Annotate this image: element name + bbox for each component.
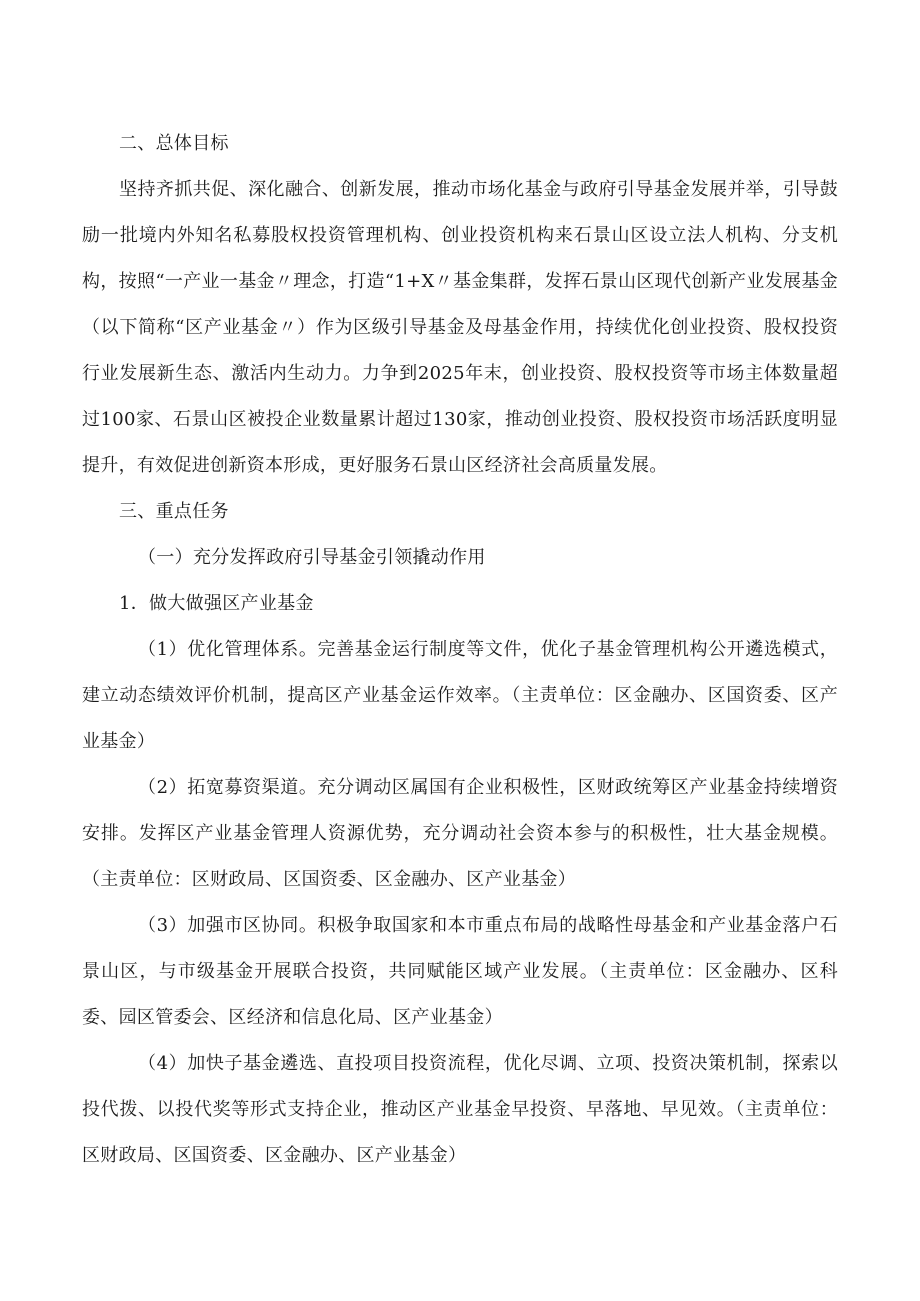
point-city-district-coordination: （3）加强市区协同。积极争取国家和本市重点布局的战略性母基金和产业基金落户石景山区，与市级基金开展联合投资，共同赋能区域产业发展。（主责单位：区金融办、区科委、园区管委会、区经济和信息化局、区产业基金） [82, 915, 838, 1028]
section-heading-key-tasks: 三、重点任务 [119, 501, 229, 522]
item-heading-district-fund: 1．做大做强区产业基金 [119, 593, 314, 614]
overall-goals-paragraph: 坚持齐抓共促、深化融合、创新发展，推动市场化基金与政府引导基金发展并举，引导鼓励一批境内外知名私募股权投资管理机构、创业投资机构来石景山区设立法人机构、分支机构，按照“一产业一基金〃理念，打造“1+X〃基金集群，发挥石景山区现代创新产业发展基金（以下简称“区产业基金〃）作为区级引导基金及母基金作用，持续优化创业投资、股权投资行业发展新生态、激活内生动力。力争到2025年末，创业投资、股权投资等市场主体数量超过100家、石景山区被投企业数量累计超过130家，推动创业投资、股权投资市场活跃度明显提升，有效促进创新资本形成，更好服务石景山区经济社会高质量发展。 [82, 179, 838, 476]
document-body [82, 121, 838, 1179]
point-accelerate-selection: （4）加快子基金遴选、直投项目投资流程，优化尽调、立项、投资决策机制，探索以投代拨、以投代奖等形式支持企业，推动区产业基金早投资、早落地、早见效。（主责单位：区财政局、区国资委、区金融办、区产业基金） [82, 1053, 838, 1166]
section-heading-overall-goals: 二、总体目标 [119, 133, 229, 154]
point-broaden-fundraising: （2）拓宽募资渠道。充分调动区属国有企业积极性，区财政统筹区产业基金持续增资安排。发挥区产业基金管理人资源优势，充分调动社会资本参与的积极性，壮大基金规模。（主责单位：区财政局、区国资委、区金融办、区产业基金） [82, 777, 838, 890]
subsection-heading-guidance-fund: （一）充分发挥政府引导基金引领撬动作用 [138, 547, 486, 568]
point-optimize-management: （1）优化管理体系。完善基金运行制度等文件，优化子基金管理机构公开遴选模式，建立动态绩效评价机制，提高区产业基金运作效率。（主责单位：区金融办、区国资委、区产业基金） [82, 639, 838, 752]
